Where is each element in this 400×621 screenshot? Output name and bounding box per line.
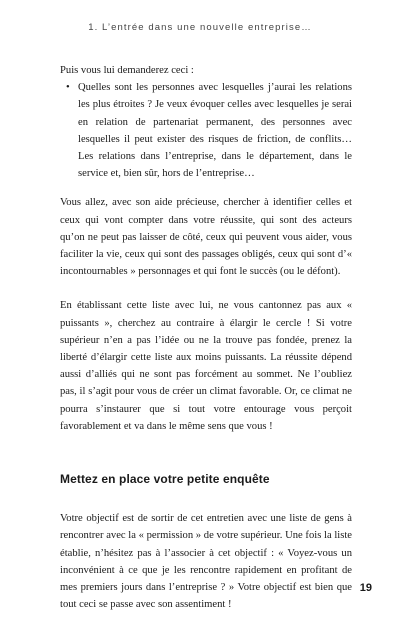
bullet-item: [66, 79, 352, 182]
page-number: 19: [359, 582, 372, 594]
section-heading: Mettez en place votre petite enquête: [60, 472, 270, 487]
closing-paragraph: Votre objectif est de sortir de cet entretien avec une liste de gens à rencontrer avec la « permission » de votre supérieur. Une fois la liste établie, n’hésitez pas à l’associer à cet objectif : « Voyez-vous un inconvénient à ce que je les rencontre rapidement en profitant de mes premiers jours dans l’entreprise ? » Votre objectif est bien que tout ceci se passe avec son assentiment !: [60, 513, 352, 611]
running-head: 1. L’entrée dans une nouvelle entreprise…: [88, 22, 312, 33]
bullet-icon: •: [66, 82, 70, 94]
paragraph: En établissant cette liste avec lui, ne vous cantonnez pas aux « puissants », cherchez au contraire à élargir le cercle ! Si votre supérieur n’en a pas l’idée ou ne la trouve pas fondée, prenez la liberté d’élargir cette liste aux moins puissants. La réussite dépend aussi d’alliés qui ne sont pas forcément au sommet. Ne l’oubliez pas, il s’agit pour vous de créer un climat favorable. Or, ce climat ne pourra s’instaurer que si tout votre entourage vous perçoit favorablement et va dans le même sens que vous !: [60, 300, 352, 432]
spacer: [60, 182, 352, 194]
intro-line: Puis vous lui demanderez ceci :: [60, 65, 194, 76]
page-body: [60, 62, 352, 613]
spacer: [60, 280, 352, 297]
bullet-list: [60, 79, 352, 182]
bullet-text: Quelles sont les personnes avec lesquelles j’aurai les relations les plus étroites ? Je veux évoquer celles avec lesquelles je serai en relation de partenariat permanent, des personnes avec lesquelles il peut exister des risques de friction, de conflits… Les relations dans l’entreprise, dans le département, dans le service et, bien sûr, hors de l’entreprise…: [78, 82, 352, 180]
paragraph: Vous allez, avec son aide précieuse, chercher à identifier celles et ceux qui vont compter dans votre réussite, qui sont des acteurs qu’on ne peut pas laisser de côté, ceux qui peuvent vous aider, vous faciliter la vie, ceux qui sont des passages obligés, ceux qui sont d’« incontournables » personnages et qui font le succès (ou le défont).: [60, 197, 352, 278]
